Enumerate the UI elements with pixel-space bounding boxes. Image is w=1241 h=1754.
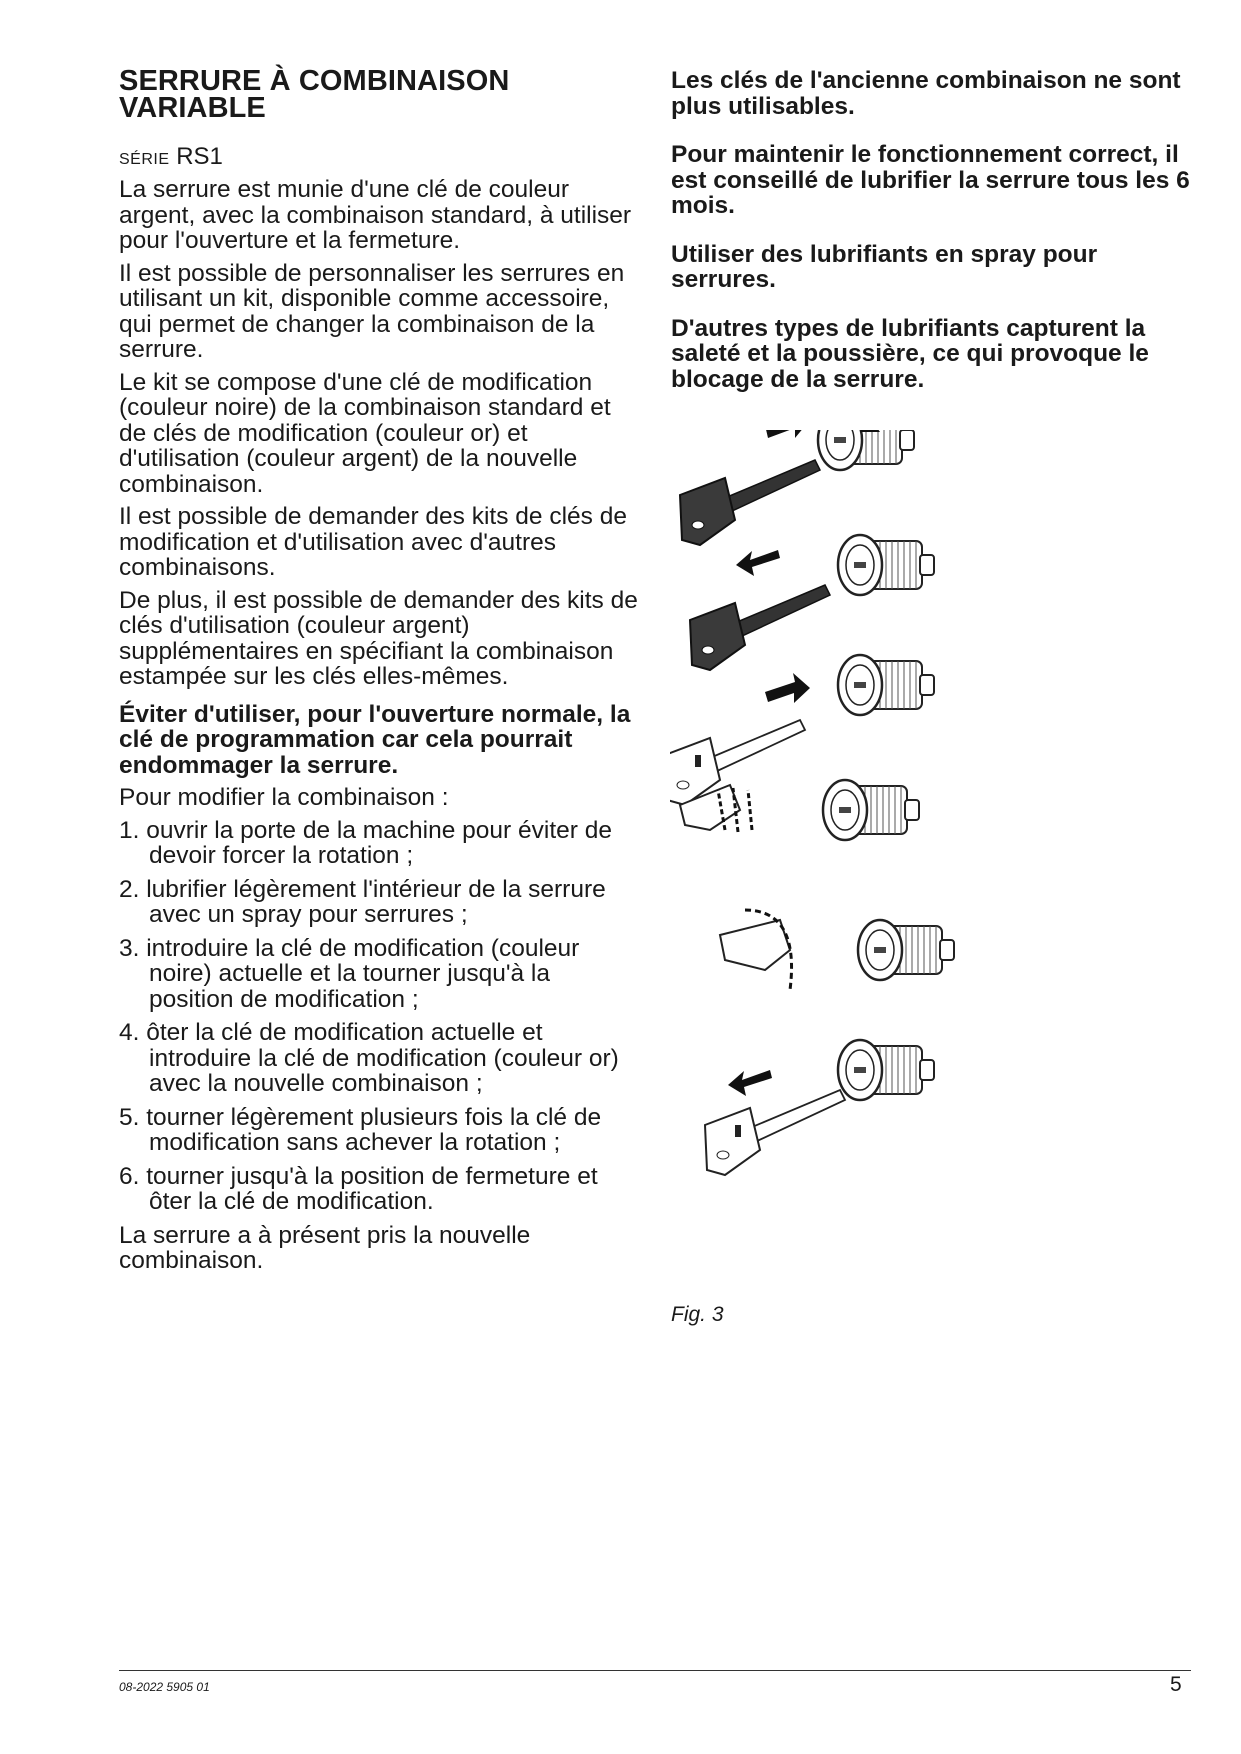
step-4: 4. ôter la clé de modification actuelle et introduire la clé de modification (couleur or) avec la nouvelle combinaison ; [119, 1019, 619, 1097]
series-label [119, 144, 641, 173]
title-line-1: SERRURE À COMBINAISON [119, 65, 510, 97]
series-code: RS1 [176, 143, 223, 170]
section-title [119, 65, 641, 124]
document-code: 08-2022 5905 01 [119, 1680, 210, 1694]
title-line-2: VARIABLE [119, 92, 266, 124]
note-other-lubricants: D'autres types de lubrifiants capturent la saleté et la poussière, ce qui provoque le blocage de la serrure. [671, 314, 1149, 393]
footer-divider [119, 1670, 1191, 1671]
paragraph-5: De plus, il est possible de demander des kits de clés d'utilisation (couleur argent) supplémentaires en spécifiant la combinaison estampée sur les clés elles-mêmes. [119, 586, 638, 690]
procedure-steps [119, 818, 641, 1215]
paragraph-3: Le kit se compose d'une clé de modification (couleur noire) de la combinaison standard et de clés de modification (couleur or) et d'utilisation (couleur argent) de la nouvelle combinaison. [119, 368, 611, 498]
step-3: 3. introduire la clé de modification (couleur noire) actuelle et la tourner jusqu'à la position de modification ; [119, 934, 580, 1013]
step-6: 6. tourner jusqu'à la position de fermeture et ôter la clé de modification. [119, 1162, 598, 1215]
procedure-intro: Pour modifier la combinaison : [119, 784, 449, 811]
series-prefix: SÉRIE [119, 151, 170, 168]
lock-key-illustration [670, 430, 970, 1290]
step-1: 1. ouvrir la porte de la machine pour éviter de devoir forcer la rotation ; [119, 816, 612, 869]
conclusion-text: La serrure a à présent pris la nouvelle combinaison. [119, 1221, 531, 1274]
step-2: 2. lubrifier légèrement l'intérieur de la serrure avec un spray pour serrures ; [119, 875, 606, 928]
left-column [119, 65, 641, 1281]
paragraph-1: La serrure est munie d'une clé de couleur argent, avec la combinaison standard, à utiliser pour l'ouverture et la fermeture. [119, 176, 632, 254]
warning-text: Éviter d'utiliser, pour l'ouverture normale, la clé de programmation car cela pourrait endommager la serrure. [119, 700, 631, 779]
note-lubricate: Pour maintenir le fonctionnement correct, il est conseillé de lubrifier la serrure tous les 6 mois. [671, 141, 1190, 219]
page-number: 5 [1170, 1673, 1182, 1696]
note-spray: Utiliser des lubrifiants en spray pour serrures. [671, 240, 1098, 293]
note-old-keys: Les clés de l'ancienne combinaison ne sont plus utilisables. [671, 67, 1181, 120]
paragraph-4: Il est possible de demander des kits de clés de modification et d'utilisation avec d'autres combinaisons. [119, 503, 627, 581]
step-5: 5. tourner légèrement plusieurs fois la clé de modification sans achever la rotation ; [119, 1103, 602, 1156]
figure-caption: Fig. 3 [671, 1303, 724, 1326]
paragraph-2: Il est possible de personnaliser les serrures en utilisant un kit, disponible comme accessoire, qui permet de changer la combinaison de la serrure. [119, 259, 625, 363]
right-column [671, 68, 1191, 415]
